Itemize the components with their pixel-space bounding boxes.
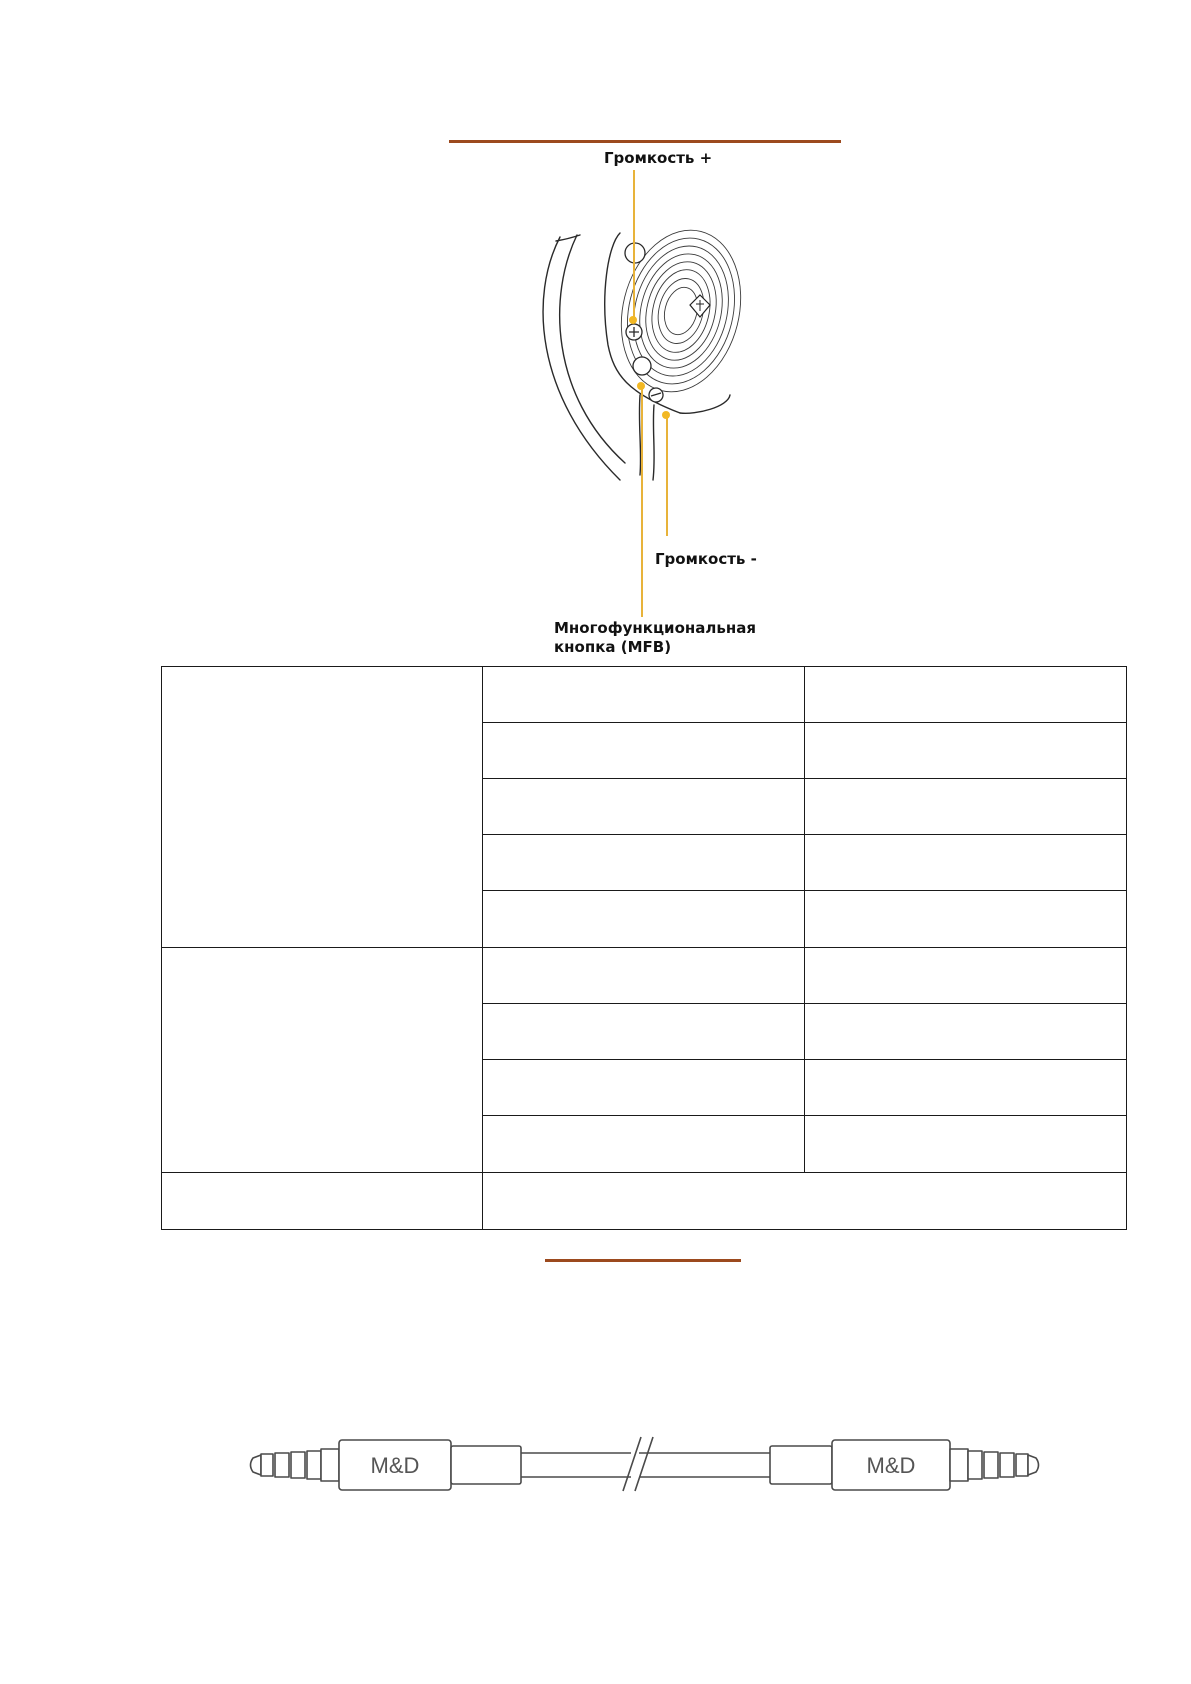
volume-down-leader [666, 416, 668, 536]
table-cell [805, 667, 1127, 723]
mfb-button-icon [633, 357, 651, 375]
table-cell [483, 1116, 805, 1173]
table-cell [483, 667, 805, 723]
volume-down-label: Громкость - [655, 550, 757, 568]
table-row [162, 667, 1127, 723]
table-cell [483, 779, 805, 835]
volume-up-leader [633, 170, 635, 320]
volume-up-dot [629, 316, 637, 324]
volume-up-label: Громкость + [604, 149, 713, 167]
table-cell [805, 1116, 1127, 1173]
headphone-earcup-illustration [520, 225, 750, 485]
table-cell [805, 723, 1127, 779]
minus-button-icon [647, 386, 665, 404]
logo-icon [690, 295, 710, 317]
table-cell [805, 835, 1127, 891]
mfb-label-line1: Многофункциональная [554, 619, 756, 637]
mfb-dot [637, 382, 645, 390]
section-rule-bottom [545, 1259, 741, 1262]
table-row [162, 948, 1127, 1004]
plus-button-icon [626, 324, 642, 340]
left-plug-label: M&D [370, 1453, 420, 1478]
mfb-leader [641, 386, 643, 617]
table-cell [805, 1060, 1127, 1116]
table-footer-value [483, 1173, 1127, 1230]
table-cell [805, 1004, 1127, 1060]
controls-table [161, 666, 1127, 1230]
mfb-label-line2: кнопка (MFB) [554, 638, 672, 656]
table-cell [483, 948, 805, 1004]
table-cell [805, 779, 1127, 835]
group-label-cell [162, 667, 483, 948]
table-cell [805, 948, 1127, 1004]
table-footer-label [162, 1173, 483, 1230]
table-row [162, 1173, 1127, 1230]
section-rule-top [449, 140, 841, 143]
group-label-cell [162, 948, 483, 1173]
right-plug-label: M&D [866, 1453, 916, 1478]
table-cell [483, 1004, 805, 1060]
table-cell [483, 723, 805, 779]
volume-down-dot [662, 411, 670, 419]
table-cell [483, 1060, 805, 1116]
table-cell [483, 891, 805, 948]
table-cell [483, 835, 805, 891]
audio-cable-illustration [245, 1425, 1050, 1505]
table-cell [805, 891, 1127, 948]
